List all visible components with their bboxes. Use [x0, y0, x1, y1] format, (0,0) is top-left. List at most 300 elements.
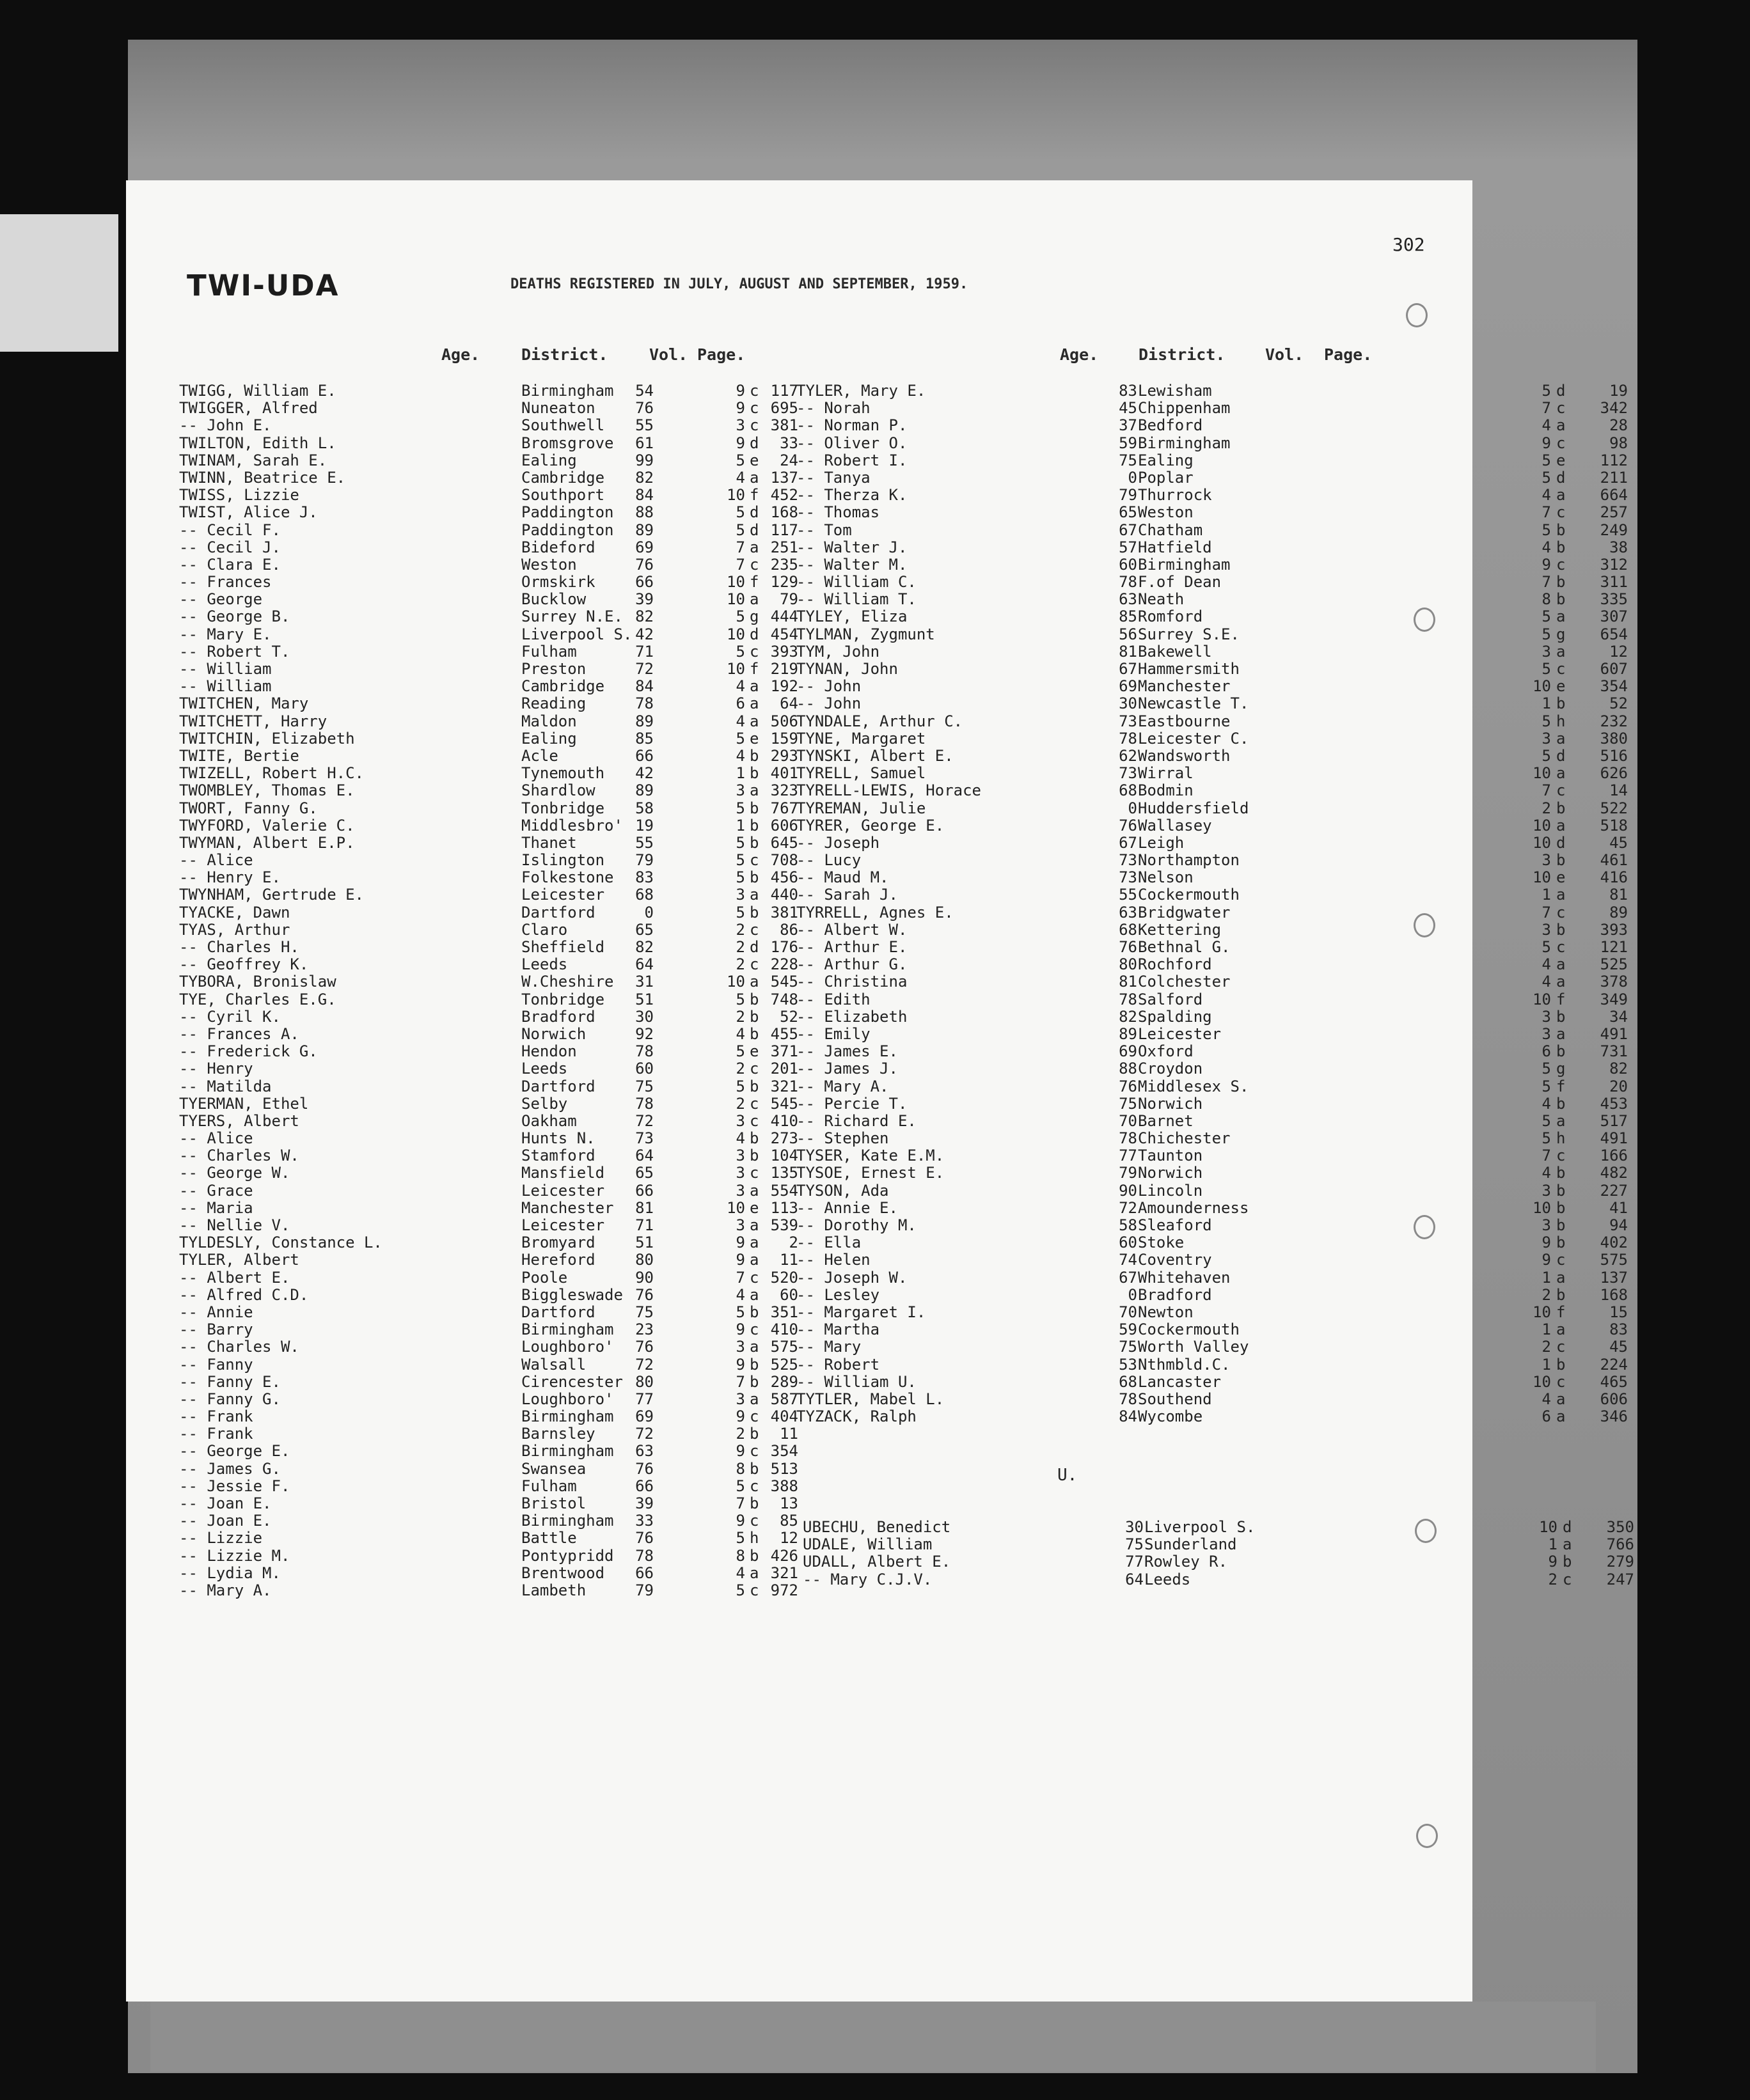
- entry-volume: 7: [736, 1494, 745, 1512]
- entry-volume-letter: b: [750, 868, 759, 887]
- entry-district: Birmingham: [1138, 555, 1231, 574]
- entry-page: 64: [780, 694, 798, 713]
- entry-district: Leicester: [521, 1216, 605, 1234]
- entry-volume-letter: c: [1556, 434, 1566, 452]
- entry-district: Surrey S.E.: [1138, 625, 1240, 643]
- entry-district: Leicester: [521, 1181, 605, 1200]
- entry-district: Surrey N.E.: [521, 607, 623, 626]
- entry-page: 20: [1609, 1077, 1628, 1095]
- entry-name: -- Arthur E.: [796, 938, 908, 956]
- entry-volume: 3: [736, 1390, 745, 1408]
- entry-age: 68: [1119, 781, 1137, 800]
- entry-name: TWITCHIN, Elizabeth: [179, 729, 355, 748]
- entry-page: 626: [1600, 764, 1628, 783]
- entry-page: 211: [1600, 468, 1628, 487]
- binder-hole-mark: [1406, 303, 1428, 327]
- entry-age: 66: [635, 746, 654, 765]
- entry-district: Rochford: [1138, 955, 1212, 974]
- section-letter-u: U.: [1057, 1466, 1078, 1485]
- entry-page: 137: [770, 468, 798, 487]
- entry-age: 51: [635, 990, 654, 1008]
- entry-age: 58: [635, 799, 654, 817]
- entry-page: 520: [770, 1268, 798, 1287]
- entry-age: 76: [1119, 938, 1137, 956]
- entry-age: 78: [1119, 729, 1137, 748]
- entry-volume-letter: c: [1556, 1338, 1566, 1356]
- entry-page: 85: [780, 1512, 798, 1530]
- entry-district: F.of Dean: [1138, 573, 1222, 592]
- entry-volume-letter: a: [1556, 607, 1566, 626]
- entry-page: 587: [770, 1390, 798, 1408]
- entry-age: 82: [635, 468, 654, 487]
- entry-district: Hereford: [521, 1251, 595, 1269]
- entry-district: Loughboro': [521, 1390, 614, 1408]
- entry-age: 71: [635, 642, 654, 661]
- entry-volume: 5: [736, 451, 745, 469]
- entry-volume-letter: e: [750, 1198, 759, 1217]
- entry-page: 94: [1609, 1216, 1628, 1234]
- entry-volume-letter: a: [750, 712, 759, 730]
- entry-name: -- Christina: [796, 973, 908, 991]
- entry-volume: 3: [1541, 1007, 1551, 1026]
- entry-district: Northampton: [1138, 851, 1240, 870]
- entry-name: -- George E.: [179, 1442, 290, 1461]
- entry-volume-letter: c: [750, 642, 759, 661]
- entry-page: 440: [770, 886, 798, 904]
- entry-age: 78: [635, 1042, 654, 1061]
- entry-district: Weston: [1138, 503, 1194, 522]
- entry-age: 79: [635, 851, 654, 870]
- entry-district: Selby: [521, 1094, 568, 1113]
- entry-volume-letter: b: [1556, 590, 1566, 609]
- entry-page: 24: [780, 451, 798, 469]
- entry-volume: 3: [1541, 1024, 1551, 1043]
- entry-volume: 6: [736, 694, 745, 713]
- entry-name: -- Lydia M.: [179, 1563, 281, 1582]
- entry-page: 545: [770, 973, 798, 991]
- entry-volume-letter: a: [1556, 816, 1566, 835]
- entry-district: Battle: [521, 1529, 577, 1548]
- entry-name: TYRER, George E.: [796, 816, 945, 835]
- entry-page: 232: [1600, 712, 1628, 730]
- entry-district: Pontypridd: [521, 1546, 614, 1565]
- entry-name: TYSER, Kate E.M.: [796, 1147, 945, 1165]
- entry-age: 66: [635, 1181, 654, 1200]
- entry-name: -- Norah: [796, 399, 871, 418]
- entry-volume-letter: a: [1556, 955, 1566, 974]
- entry-age: 42: [635, 625, 654, 643]
- entry-name: -- Geoffrey K.: [179, 955, 309, 974]
- entry-name: TYAS, Arthur: [179, 920, 290, 939]
- header-district-left: District.: [521, 345, 608, 364]
- entry-volume: 5: [736, 607, 745, 626]
- document-subtitle: DEATHS REGISTERED IN JULY, AUGUST AND SEPTEMBER, 1959.: [510, 276, 968, 292]
- entry-volume: 3: [1541, 851, 1551, 870]
- entry-district: Croydon: [1138, 1060, 1203, 1078]
- binder-hole-mark: [1414, 607, 1435, 632]
- entry-volume-letter: f: [750, 573, 759, 592]
- entry-name: -- Matilda: [179, 1077, 272, 1095]
- entry-page: 137: [1600, 1268, 1628, 1287]
- entry-volume-letter: c: [750, 1512, 759, 1530]
- entry-page: 104: [770, 1147, 798, 1165]
- entry-district: Southwell: [521, 416, 605, 435]
- entry-district: Bucklow: [521, 590, 587, 609]
- entry-district: Hammersmith: [1138, 660, 1240, 678]
- entry-name: TWITCHEN, Mary: [179, 694, 309, 713]
- entry-volume: 6: [1541, 1042, 1551, 1061]
- entry-name: -- Albert W.: [796, 920, 908, 939]
- header-age-left: Age.: [441, 345, 480, 364]
- entry-name: TYSOE, Ernest E.: [796, 1164, 945, 1182]
- entry-age: 79: [1119, 1164, 1137, 1182]
- entry-volume-letter: b: [1556, 851, 1566, 870]
- entry-page: 606: [770, 816, 798, 835]
- entry-page: 117: [770, 521, 798, 539]
- entry-page: 321: [770, 1077, 798, 1095]
- entry-page: 444: [770, 607, 798, 626]
- entry-age: 80: [635, 1372, 654, 1391]
- entry-volume: 1: [1541, 1320, 1551, 1339]
- entry-district: Bristol: [521, 1494, 587, 1512]
- entry-district: Wallasey: [1138, 816, 1212, 835]
- entry-page: 518: [1600, 816, 1628, 835]
- entry-page: 12: [1609, 642, 1628, 661]
- entry-district: Wycombe: [1138, 1407, 1203, 1426]
- entry-volume: 3: [736, 886, 745, 904]
- entry-district: Cambridge: [521, 677, 605, 696]
- entry-district: Liverpool S.: [1144, 1518, 1256, 1536]
- entry-name: TYRELL-LEWIS, Horace: [796, 781, 981, 800]
- entry-volume: 10: [727, 660, 745, 678]
- entry-age: 69: [1119, 1042, 1137, 1061]
- entry-volume-letter: b: [750, 833, 759, 852]
- entry-age: 81: [1119, 973, 1137, 991]
- entry-district: Bakewell: [1138, 642, 1212, 661]
- entry-volume: 7: [1541, 399, 1551, 418]
- entry-volume-letter: a: [750, 1563, 759, 1582]
- entry-district: Oakham: [521, 1111, 577, 1130]
- entry-volume: 7: [1541, 781, 1551, 800]
- entry-name: -- Charles W.: [179, 1147, 299, 1165]
- entry-district: Folkestone: [521, 868, 614, 887]
- entry-name: TWYFORD, Valerie C.: [179, 816, 355, 835]
- binder-hole-mark: [1415, 1519, 1437, 1543]
- entry-name: -- Ella: [796, 1234, 862, 1252]
- entry-district: Rowley R.: [1144, 1553, 1228, 1571]
- entry-name: TWITE, Bertie: [179, 746, 299, 765]
- entry-age: 78: [635, 1546, 654, 1565]
- entry-volume-letter: f: [1556, 1303, 1566, 1321]
- entry-volume: 5: [736, 851, 745, 870]
- entry-volume: 5: [736, 521, 745, 539]
- entry-age: 66: [635, 1477, 654, 1495]
- entry-page: 11: [780, 1425, 798, 1443]
- entry-volume-letter: c: [1556, 903, 1566, 921]
- entry-page: 426: [770, 1546, 798, 1565]
- entry-page: 539: [770, 1216, 798, 1234]
- entry-volume-letter: c: [750, 851, 759, 870]
- entry-name: -- Alfred C.D.: [179, 1285, 309, 1304]
- entry-volume-letter: c: [1556, 781, 1566, 800]
- entry-volume-letter: a: [750, 694, 759, 713]
- entry-volume-letter: d: [750, 521, 759, 539]
- entry-age: 23: [635, 1320, 654, 1339]
- entry-district: Weston: [521, 555, 577, 574]
- entry-age: 81: [1119, 642, 1137, 661]
- entry-volume-letter: b: [750, 1077, 759, 1095]
- entry-name: TYLER, Mary E.: [796, 382, 926, 400]
- entry-district: Barnsley: [521, 1425, 595, 1443]
- entry-age: 55: [1119, 886, 1137, 904]
- entry-district: Ealing: [521, 451, 577, 469]
- entry-name: -- Frank: [179, 1425, 253, 1443]
- entry-volume: 7: [736, 555, 745, 574]
- entry-district: Nuneaton: [521, 399, 595, 418]
- entry-volume: 5: [736, 1581, 745, 1599]
- entry-district: Coventry: [1138, 1251, 1212, 1269]
- entry-age: 39: [635, 590, 654, 609]
- entry-volume-letter: b: [750, 1355, 759, 1374]
- entry-age: 75: [1119, 1338, 1137, 1356]
- entry-volume: 5: [1541, 521, 1551, 539]
- entry-volume: 5: [736, 990, 745, 1008]
- entry-name: -- Frank: [179, 1407, 253, 1426]
- entry-volume-letter: b: [750, 1425, 759, 1443]
- entry-volume: 5: [1541, 625, 1551, 643]
- entry-district: Dartford: [521, 1303, 595, 1321]
- entry-district: Islington: [521, 851, 605, 870]
- entry-district: Eastbourne: [1138, 712, 1231, 730]
- entry-name: -- Maria: [179, 1198, 253, 1217]
- entry-name: -- George: [179, 590, 263, 609]
- entry-volume: 5: [1541, 1129, 1551, 1148]
- entry-volume-letter: c: [750, 416, 759, 435]
- entry-volume: 3: [736, 1338, 745, 1356]
- entry-name: -- Mary E.: [179, 625, 272, 643]
- entry-volume: 5: [736, 1477, 745, 1495]
- entry-volume: 6: [1541, 1407, 1551, 1426]
- entry-age: 70: [1119, 1111, 1137, 1130]
- entry-district: Newcastle T.: [1138, 694, 1249, 713]
- entry-volume: 2: [736, 1094, 745, 1113]
- entry-volume: 1: [1541, 1355, 1551, 1374]
- entry-volume: 10: [1533, 677, 1551, 696]
- entry-volume-letter: d: [750, 503, 759, 522]
- entry-volume: 10: [1533, 833, 1551, 852]
- entry-age: 33: [635, 1512, 654, 1530]
- entry-page: 402: [1600, 1234, 1628, 1252]
- entry-page: 482: [1600, 1164, 1628, 1182]
- entry-volume-letter: b: [750, 1147, 759, 1165]
- entry-district: Dartford: [521, 903, 595, 921]
- entry-district: Nelson: [1138, 868, 1194, 887]
- entry-page: 522: [1600, 799, 1628, 817]
- entry-volume: 10: [727, 590, 745, 609]
- entry-volume-letter: e: [750, 729, 759, 748]
- entry-age: 59: [1119, 434, 1137, 452]
- entry-age: 82: [635, 607, 654, 626]
- entry-volume: 4: [1541, 486, 1551, 505]
- entry-volume: 3: [736, 1181, 745, 1200]
- entry-volume-letter: b: [1556, 1094, 1566, 1113]
- entry-age: 0: [1128, 468, 1137, 487]
- header-district-right: District.: [1139, 345, 1226, 364]
- entry-age: 75: [635, 1077, 654, 1095]
- entry-name: TYLEY, Eliza: [796, 607, 908, 626]
- entry-volume-letter: d: [750, 938, 759, 956]
- entry-volume: 9: [736, 1234, 745, 1252]
- entry-age: 89: [635, 521, 654, 539]
- entry-volume-letter: d: [750, 625, 759, 643]
- entry-age: 69: [635, 538, 654, 556]
- entry-volume-letter: c: [750, 382, 759, 400]
- entry-name: -- Joseph W.: [796, 1268, 908, 1287]
- entry-age: 92: [635, 1024, 654, 1043]
- entry-volume: 7: [1541, 503, 1551, 522]
- entry-age: 78: [1119, 990, 1137, 1008]
- page-title: TWI-UDA: [187, 269, 340, 302]
- binder-hole-mark: [1414, 913, 1435, 937]
- entry-age: 60: [1119, 555, 1137, 574]
- entry-volume-letter: b: [1556, 1355, 1566, 1374]
- entry-page: 11: [780, 1251, 798, 1269]
- entry-name: -- Fanny E.: [179, 1372, 281, 1391]
- entry-volume: 2: [1541, 1285, 1551, 1304]
- entry-volume: 7: [736, 538, 745, 556]
- entry-volume-letter: c: [1556, 503, 1566, 522]
- entry-name: -- Cecil F.: [179, 521, 281, 539]
- header-page-left: Page.: [697, 345, 746, 364]
- entry-name: -- Nellie V.: [179, 1216, 290, 1234]
- entry-age: 62: [1119, 746, 1137, 765]
- entry-age: 99: [635, 451, 654, 469]
- entry-page: 79: [780, 590, 798, 609]
- entry-age: 69: [1119, 677, 1137, 696]
- entry-page: 311: [1600, 573, 1628, 592]
- entry-volume: 9: [1541, 1234, 1551, 1252]
- entry-district: Dartford: [521, 1077, 595, 1095]
- entry-page: 98: [1609, 434, 1628, 452]
- entry-age: 85: [1119, 607, 1137, 626]
- entry-name: -- Barry: [179, 1320, 253, 1339]
- entry-district: Ormskirk: [521, 573, 595, 592]
- entry-page: 575: [770, 1338, 798, 1356]
- entry-district: Southport: [521, 486, 605, 505]
- entry-name: TWYMAN, Albert E.P.: [179, 833, 355, 852]
- entry-volume-letter: b: [750, 1459, 759, 1478]
- entry-name: -- Frances A.: [179, 1024, 299, 1043]
- entry-volume: 3: [736, 1164, 745, 1182]
- entry-age: 84: [635, 677, 654, 696]
- entry-volume: 4: [1541, 973, 1551, 991]
- entry-name: -- Alice: [179, 1129, 253, 1148]
- entry-district: Newton: [1138, 1303, 1194, 1321]
- entry-name: -- John: [796, 677, 862, 696]
- entry-district: Birmingham: [521, 1512, 614, 1530]
- entry-volume-letter: b: [1556, 694, 1566, 713]
- entry-district: Manchester: [521, 1198, 614, 1217]
- header-page-right: Page.: [1324, 345, 1373, 364]
- entry-age: 45: [1119, 399, 1137, 418]
- entry-name: -- Norman P.: [796, 416, 908, 435]
- entry-name: UDALL, Albert E.: [803, 1553, 951, 1571]
- entry-volume-letter: h: [1556, 1129, 1566, 1148]
- entry-volume: 10: [1533, 990, 1551, 1008]
- entry-name: -- Joan E.: [179, 1512, 272, 1530]
- entry-volume-letter: a: [750, 1338, 759, 1356]
- entry-age: 19: [635, 816, 654, 835]
- entry-page: 731: [1600, 1042, 1628, 1061]
- entry-name: -- James J.: [796, 1060, 898, 1078]
- entry-age: 73: [1119, 851, 1137, 870]
- entry-age: 79: [1119, 486, 1137, 505]
- entry-volume-letter: b: [750, 799, 759, 817]
- entry-volume: 7: [736, 1372, 745, 1391]
- entry-district: Bromsgrove: [521, 434, 614, 452]
- entry-district: Leeds: [1144, 1570, 1191, 1588]
- entry-volume: 5: [736, 1077, 745, 1095]
- entry-page: 201: [770, 1060, 798, 1078]
- entry-age: 76: [635, 1285, 654, 1304]
- entry-page: 454: [770, 625, 798, 643]
- entry-page: 168: [770, 503, 798, 522]
- entry-volume: 5: [1541, 660, 1551, 678]
- entry-page: 129: [770, 573, 798, 592]
- entry-page: 224: [1600, 1355, 1628, 1374]
- entry-volume: 2: [1541, 799, 1551, 817]
- entry-name: -- Clara E.: [179, 555, 281, 574]
- entry-district: Lincoln: [1138, 1181, 1203, 1200]
- entry-page: 354: [1600, 677, 1628, 696]
- entry-volume-letter: e: [1556, 677, 1566, 696]
- entry-age: 31: [635, 973, 654, 991]
- entry-district: Tynemouth: [521, 764, 605, 783]
- entry-volume: 5: [736, 903, 745, 921]
- entry-age: 90: [1119, 1181, 1137, 1200]
- entry-name: TWINAM, Sarah E.: [179, 451, 327, 469]
- entry-name: -- Arthur G.: [796, 955, 908, 974]
- entry-name: -- Emily: [796, 1024, 871, 1043]
- entry-volume-letter: a: [1556, 1390, 1566, 1408]
- entry-page: 82: [1609, 1060, 1628, 1078]
- entry-volume-letter: h: [1556, 712, 1566, 730]
- entry-age: 79: [635, 1581, 654, 1599]
- entry-name: -- Oliver O.: [796, 434, 908, 452]
- entry-age: 89: [635, 712, 654, 730]
- entry-age: 73: [1119, 712, 1137, 730]
- entry-name: -- John E.: [179, 416, 272, 435]
- entry-volume: 10: [1533, 816, 1551, 835]
- entry-age: 78: [1119, 573, 1137, 592]
- entry-district: Norwich: [521, 1024, 587, 1043]
- entry-name: TWORT, Fanny G.: [179, 799, 318, 817]
- entry-district: Walsall: [521, 1355, 587, 1374]
- entry-district: Birmingham: [521, 1442, 614, 1461]
- entry-name: TWISS, Lizzie: [179, 486, 299, 505]
- entry-age: 70: [1119, 1303, 1137, 1321]
- entry-district: Leeds: [521, 1060, 568, 1078]
- entry-age: 67: [1119, 660, 1137, 678]
- entry-district: Poole: [521, 1268, 568, 1287]
- entry-volume-letter: a: [1556, 764, 1566, 783]
- entry-district: Spalding: [1138, 1007, 1212, 1026]
- entry-district: Maldon: [521, 712, 577, 730]
- entry-volume-letter: e: [1556, 868, 1566, 887]
- entry-volume: 4: [736, 746, 745, 765]
- entry-name: -- Walter J.: [796, 538, 908, 556]
- entry-age: 59: [1119, 1320, 1137, 1339]
